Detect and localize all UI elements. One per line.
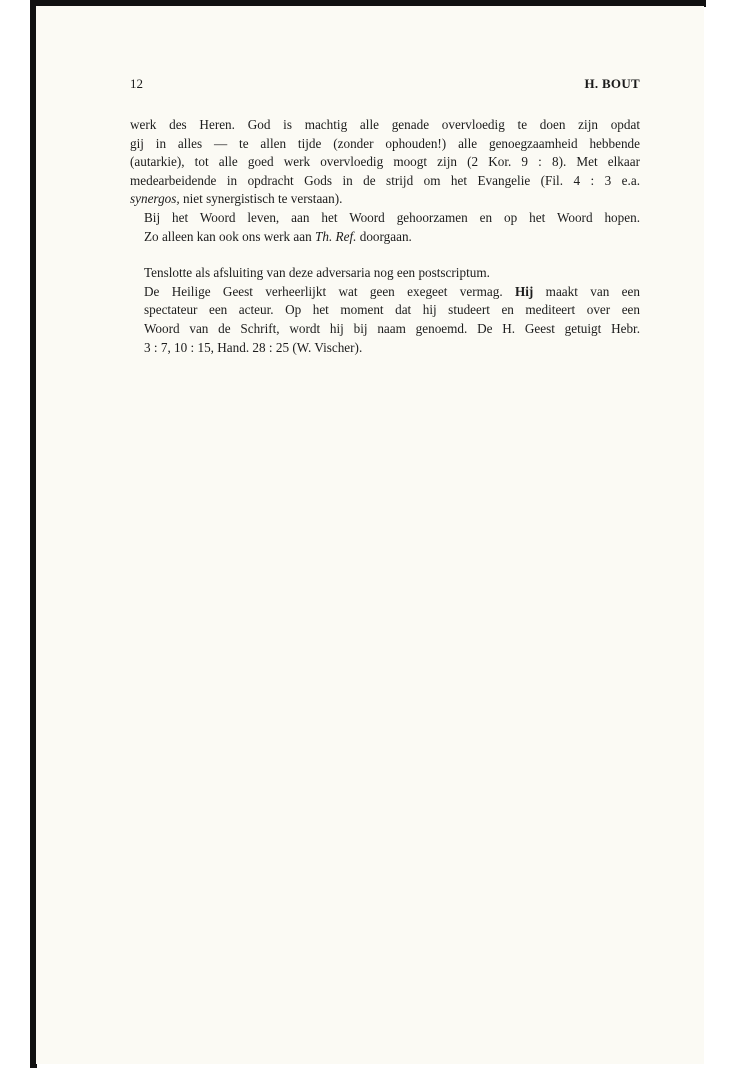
page-number: 12 [130,76,143,91]
text-line [130,228,640,247]
body-text [130,116,640,357]
italic-title: Th. Ref. [315,228,357,244]
text-line: (autarkie), tot alle goed werk overvloedig moogt zijn (2 Kor. 9 : 8). Met elkaar [130,154,640,170]
paragraph-4 [130,283,640,357]
paragraph-1 [130,116,640,209]
text-line [130,190,640,209]
text-fragment: niet synergistisch te verstaan). [179,191,343,207]
text-fragment: doorgaan. [356,228,412,244]
text-line: spectateur een acteur. Op het moment dat hij studeert en mediteert over een [144,302,640,318]
text-line: gij in alles — te allen tijde (zonder ophouden!) alle genoegzaamheid hebbende [130,135,640,151]
italic-term: synergos, [130,191,180,207]
running-head [130,76,640,94]
text-line: 3 : 7, 10 : 15, Hand. 28 : 25 (W. Vischer). [144,339,363,355]
paragraph-2 [130,209,640,246]
text-line: Woord van de Schrift, wordt hij bij naam genoemd. De H. Geest getuigt Hebr. [144,320,640,336]
text-line: werk des Heren. God is machtig alle genade overvloedig te doen zijn opdat [130,117,640,132]
text-line: Tenslotte als afsluiting van deze adversaria nog een postscriptum. [144,265,490,281]
text-fragment: De Heilige Geest verheerlijkt wat geen exegeet vermag. [144,283,515,299]
text-fragment: maakt van een [533,283,640,299]
paragraph-3 [130,264,640,283]
text-line: medearbeidende in opdracht Gods in de strijd om het Evangelie (Fil. 4 : 3 e.a. [130,172,640,188]
paragraph-gap [130,246,640,264]
text-line: Bij het Woord leven, aan het Woord gehoorzamen en op het Woord hopen. [144,209,640,225]
text-fragment: Zo alleen kan ook ons werk aan [144,228,316,244]
text-line [130,283,640,302]
author-name: H. BOUT [584,76,640,91]
bold-word: Hij [514,283,534,299]
